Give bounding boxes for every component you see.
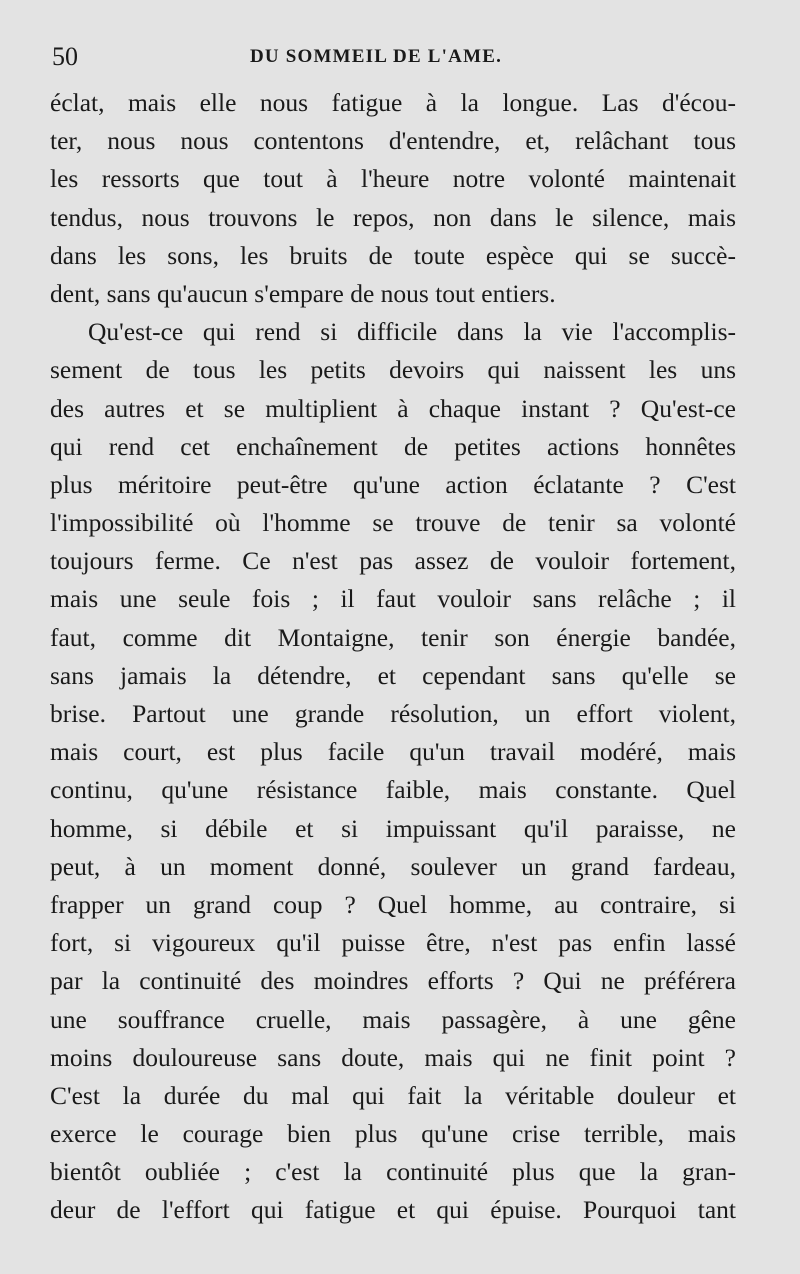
text-line: C'est la durée du mal qui fait la véritable douleur et <box>50 1080 736 1110</box>
text-line: une souffrance cruelle, mais passagère, à une gêne <box>50 1004 736 1034</box>
text-line: Qu'est-ce qui rend si difficile dans la vie l'accomplis- <box>88 317 736 347</box>
text-line: bientôt oubliée ; c'est la continuité plus que la gran- <box>50 1157 736 1187</box>
text-line: exerce le courage bien plus qu'une crise terrible, mais <box>50 1119 736 1149</box>
page-header <box>50 42 736 74</box>
text-line: mais une seule fois ; il faut vouloir sans relâche ; il <box>50 584 736 614</box>
text-line: éclat, mais elle nous fatigue à la longue. Las d'écou- <box>50 88 736 117</box>
text-line: des autres et se multiplient à chaque instant ? Qu'est-ce <box>50 393 736 423</box>
text-line: toujours ferme. Ce n'est pas assez de vouloir fortement, <box>50 546 736 576</box>
text-line: ter, nous nous contentons d'entendre, et, relâchant tous <box>50 126 736 156</box>
text-line: sans jamais la détendre, et cependant sans qu'elle se <box>50 660 736 690</box>
text-line: peut, à un moment donné, soulever un grand fardeau, <box>50 851 736 881</box>
text-line: deur de l'effort qui fatigue et qui épuise. Pourquoi tant <box>50 1195 736 1225</box>
text-line: plus méritoire peut-être qu'une action éclatante ? C'est <box>50 469 736 499</box>
text-line: dans les sons, les bruits de toute espèce qui se succè- <box>50 240 736 270</box>
running-title: DU SOMMEIL DE L'AME. <box>250 46 503 67</box>
text-line: les ressorts que tout à l'heure notre volonté maintenait <box>50 164 736 194</box>
text-line: l'impossibilité où l'homme se trouve de tenir sa volonté <box>50 508 736 538</box>
text-line: mais court, est plus facile qu'un travail modéré, mais <box>50 737 736 767</box>
text-line: tendus, nous trouvons le repos, non dans le silence, mais <box>50 202 736 232</box>
text-line: homme, si débile et si impuissant qu'il paraisse, ne <box>50 813 736 843</box>
text-line: frapper un grand coup ? Quel homme, au contraire, si <box>50 889 736 919</box>
body-text <box>50 84 736 1230</box>
text-line: qui rend cet enchaînement de petites actions honnêtes <box>50 431 736 461</box>
text-line: sement de tous les petits devoirs qui naissent les uns <box>50 355 736 385</box>
text-line: par la continuité des moindres efforts ? Qui ne préférera <box>50 966 736 996</box>
text-line: faut, comme dit Montaigne, tenir son énergie bandée, <box>50 622 736 652</box>
text-line: brise. Partout une grande résolution, un effort violent, <box>50 699 736 728</box>
text-line: dent, sans qu'aucun s'empare de nous tout entiers. <box>50 278 556 308</box>
page-number: 50 <box>52 42 78 71</box>
text-line: moins douloureuse sans doute, mais qui ne finit point ? <box>50 1042 736 1072</box>
text-line: fort, si vigoureux qu'il puisse être, n'est pas enfin lassé <box>50 928 736 958</box>
text-line: continu, qu'une résistance faible, mais constante. Quel <box>50 775 736 805</box>
